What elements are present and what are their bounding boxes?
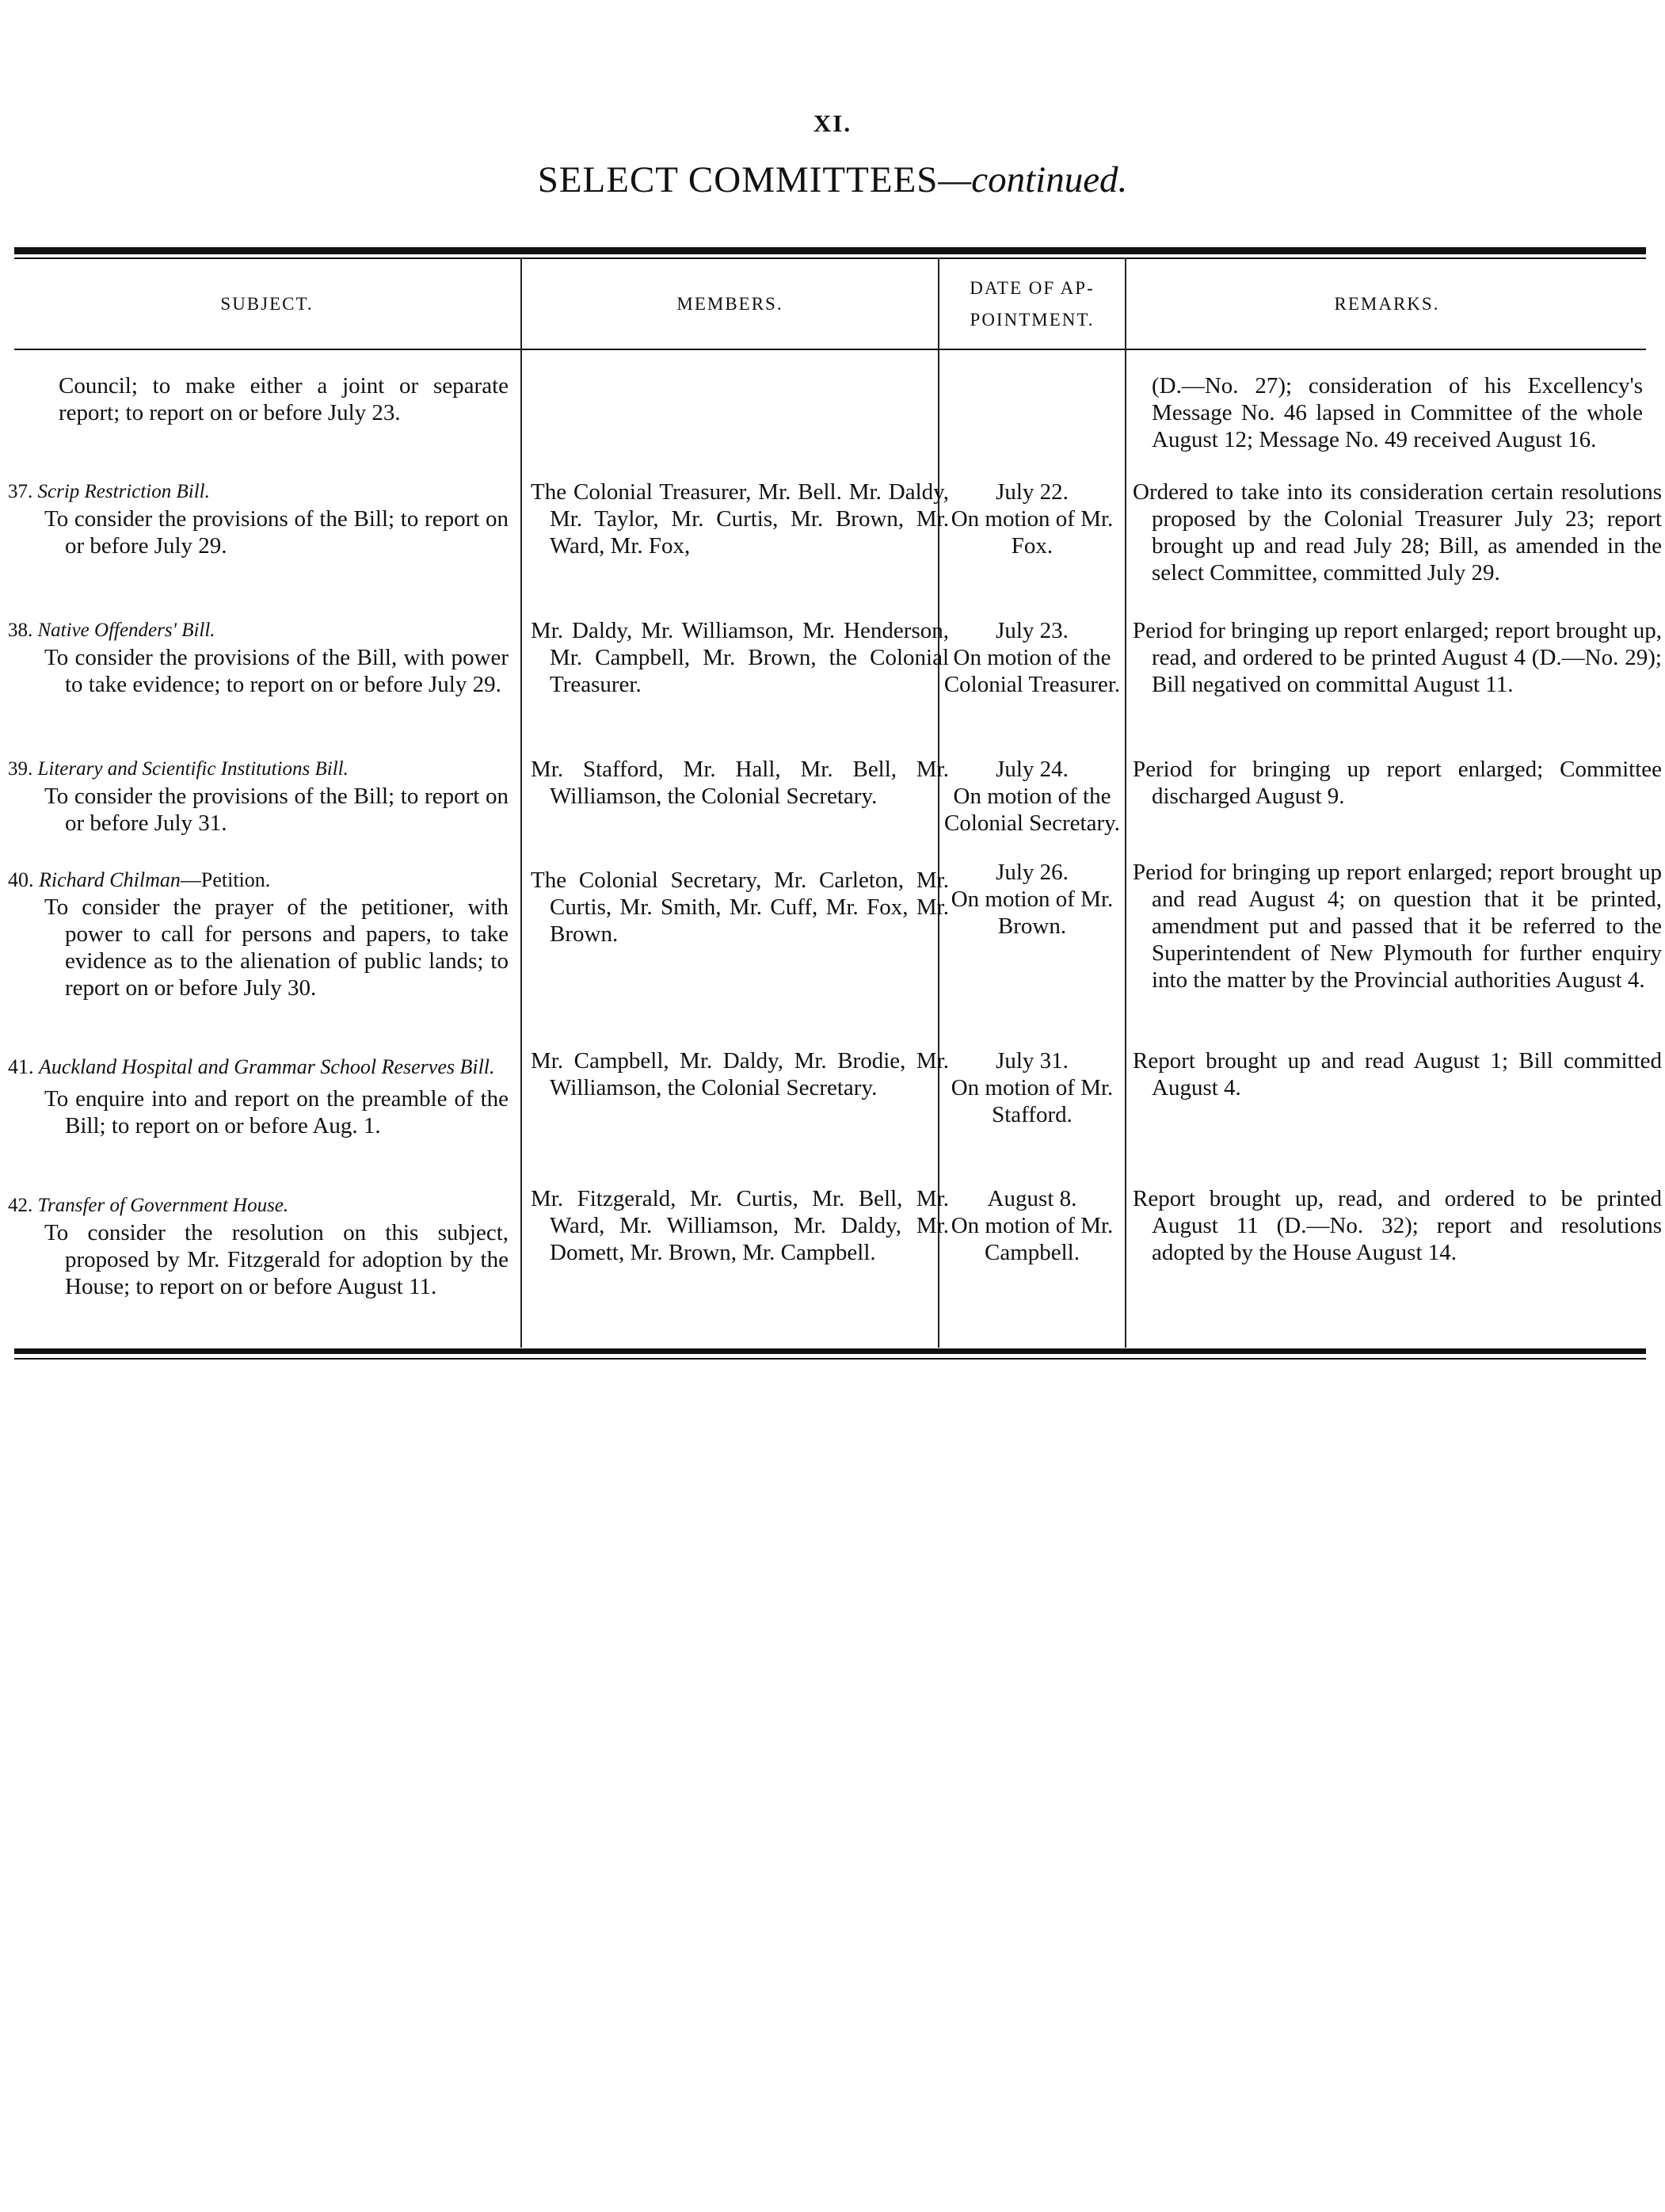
- remarks-cell: Report brought up, read, and ordered to be printed August 11 (D.—No. 32); report and resolutions adopted by the House August 14.: [1133, 1186, 1662, 1265]
- subject-cell: [8, 617, 509, 698]
- date-cell: [943, 1047, 1122, 1128]
- table-top-rule: [14, 247, 1646, 254]
- remarks-cell: Period for bringing up report enlarged; report brought up and read August 4; on question that it be printed, amendment put and passed that it be referred to the Superintendent of New Plymouth for further enquiry into the matter by the Provincial authorities August 4.: [1133, 860, 1662, 993]
- row-number: 41.: [8, 1055, 34, 1078]
- subject-heading: [8, 479, 509, 505]
- date-cell: [943, 859, 1122, 940]
- subject-title: Transfer of Government House.: [37, 1195, 289, 1216]
- subject-body: To consider the provisions of the Bill, with power to take evidence; to report on or before July 29.: [44, 645, 509, 697]
- members-cell: The Colonial Secretary, Mr. Carleton, Mr. Curtis, Mr. Smith, Mr. Cuff, Mr. Fox, Mr. Brown.: [531, 868, 949, 947]
- motion-value: On motion of the Colonial Treasurer.: [943, 645, 1121, 697]
- row-number: 37.: [8, 481, 33, 502]
- motion-value: On motion of Mr. Brown.: [951, 887, 1114, 939]
- page-number: XI.: [813, 109, 852, 137]
- remarks-cell: Report brought up and read August 1; Bill committed August 4.: [1133, 1048, 1662, 1100]
- page-heading: [0, 158, 1665, 201]
- members-cell: Mr. Fitzgerald, Mr. Curtis, Mr. Bell, Mr. Ward, Mr. Williamson, Mr. Daldy, Mr. Domett, Mr. Brown, Mr. Campbell.: [531, 1186, 949, 1265]
- remarks-cell: Period for bringing up report enlarged; report brought up, read, and ordered to be printed August 4 (D.—No. 29); Bill negatived on committal August 11.: [1133, 618, 1662, 697]
- date-cell: [943, 756, 1122, 837]
- header-subject: SUBJECT.: [220, 294, 314, 314]
- subject-body: To consider the provisions of the Bill; to report on or before July 29.: [44, 506, 509, 559]
- date-cell: [943, 617, 1122, 698]
- subject-title: Native Offenders' Bill.: [37, 620, 215, 641]
- subject-title: Auckland Hospital and Grammar School Reserves Bill.: [39, 1055, 495, 1078]
- subject-heading: [8, 617, 509, 644]
- subject-cell: [8, 1054, 509, 1139]
- header-date-line1: DATE OF AP-: [970, 278, 1095, 298]
- motion-value: On motion of Mr. Stafford.: [951, 1075, 1114, 1127]
- heading-text: SELECT COMMITTEES: [537, 159, 939, 200]
- remarks-cell: Ordered to take into its consideration certain resolutions proposed by the Colonial Treasurer July 23; report brought up and read July 28; Bill, as amended in the select Committee, committed July 29.: [1133, 479, 1662, 585]
- heading-continued: —continued.: [938, 159, 1128, 200]
- subject-cell: [8, 756, 509, 837]
- subject-body: To consider the resolution on this subject, proposed by Mr. Fitzgerald for adoption by the House; to report on or before August 11.: [44, 1220, 509, 1299]
- subject-body: To consider the provisions of the Bill; to report on or before July 31.: [44, 784, 509, 836]
- date-value: July 23.: [996, 618, 1069, 643]
- subject-body: To enquire into and report on the preamble of the Bill; to report on or before Aug. 1.: [44, 1086, 509, 1138]
- table-bottom-rule-thin: [14, 1358, 1646, 1360]
- subject-heading: [8, 1192, 509, 1219]
- subject-heading: [8, 867, 509, 894]
- column-divider-1: [520, 259, 522, 1348]
- motion-value: On motion of Mr. Campbell.: [951, 1213, 1114, 1265]
- table-header-rule: [14, 349, 1646, 350]
- members-cell: Mr. Daldy, Mr. Williamson, Mr. Henderson, Mr. Campbell, Mr. Brown, the Colonial Treasurer.: [531, 618, 949, 697]
- members-cell: Mr. Stafford, Mr. Hall, Mr. Bell, Mr. Williamson, the Colonial Secretary.: [531, 757, 949, 809]
- date-value: August 8.: [987, 1186, 1077, 1211]
- continuation-remarks: (D.—No. 27); consideration of his Excellency's Message No. 46 lapsed in Committee of the whole August 12; Message No. 49 received August 16.: [1152, 373, 1643, 452]
- subject-title: Richard Chilman: [39, 868, 181, 891]
- subject-cell: [8, 1192, 509, 1300]
- members-cell: The Colonial Treasurer, Mr. Bell. Mr. Daldy, Mr. Taylor, Mr. Curtis, Mr. Brown, Mr. Ward, Mr. Fox,: [531, 479, 949, 559]
- table-bottom-rule: [14, 1348, 1646, 1354]
- date-cell: [943, 479, 1122, 559]
- header-remarks: REMARKS.: [1334, 294, 1440, 314]
- subject-title: Literary and Scientific Institutions Bill.: [37, 758, 349, 780]
- motion-value: On motion of the Colonial Secretary.: [944, 784, 1120, 836]
- column-divider-3: [1125, 259, 1126, 1348]
- subject-cell: [8, 479, 509, 559]
- row-number: 42.: [8, 1195, 33, 1216]
- subject-heading: [8, 756, 509, 783]
- continuation-subject: Council; to make either a joint or separate report; to report on or before July 23.: [59, 373, 509, 425]
- row-number: 39.: [8, 758, 33, 780]
- date-value: July 31.: [996, 1048, 1069, 1074]
- row-number: 40.: [8, 868, 34, 891]
- remarks-cell: Period for bringing up report enlarged; Committee discharged August 9.: [1133, 757, 1662, 809]
- subject-title: Scrip Restriction Bill.: [37, 481, 210, 502]
- motion-value: On motion of Mr. Fox.: [951, 506, 1114, 559]
- header-date: [940, 261, 1124, 347]
- date-value: July 26.: [996, 860, 1069, 885]
- subject-heading: [8, 1054, 509, 1081]
- table-top-rule-thin: [14, 257, 1646, 259]
- subject-cell: [8, 867, 509, 1001]
- date-cell: [943, 1185, 1122, 1266]
- members-cell: Mr. Campbell, Mr. Daldy, Mr. Brodie, Mr. Williamson, the Colonial Secretary.: [531, 1048, 949, 1100]
- header-date-line2: POINTMENT.: [970, 310, 1095, 330]
- date-value: July 24.: [996, 757, 1069, 782]
- date-value: July 22.: [996, 479, 1069, 505]
- subject-body: To consider the prayer of the petitioner, with power to call for persons and papers, to take evidence as to the alienation of public lands; to report on or before July 30.: [44, 894, 509, 1001]
- header-members: MEMBERS.: [676, 294, 783, 314]
- subject-title-suffix: —Petition.: [180, 868, 271, 891]
- row-number: 38.: [8, 620, 33, 641]
